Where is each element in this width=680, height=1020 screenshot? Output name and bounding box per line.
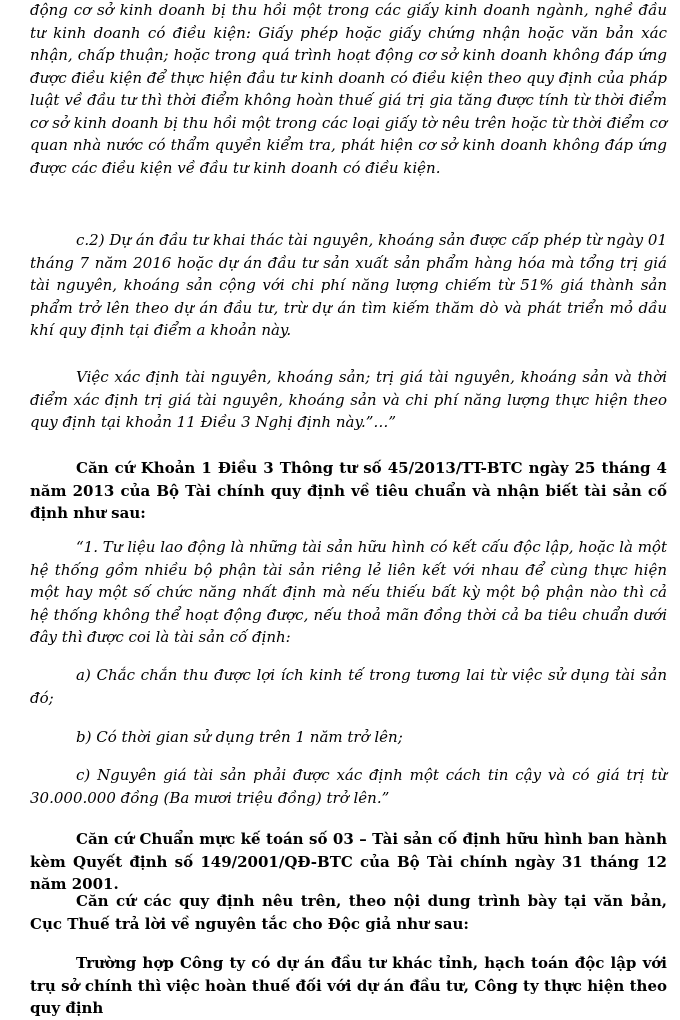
paragraph-criterion-a: a) Chắc chắn thu được lợi ích kinh tế trong tương lai từ việc sử dụng tài sản đó; <box>30 666 667 707</box>
paragraph-criterion-c: c) Nguyên giá tài sản phải được xác định một cách tin cậy và có giá trị từ 30.000.000 đồng (Ba mươi triệu đồng) trở lên.” <box>30 766 667 807</box>
paragraph-company-case: Trường hợp Công ty có dự án đầu tư khác tỉnh, hạch toán độc lập với trụ sở chính thì việc hoàn thuế đối với dự án đầu tư, Công ty thực hiện theo quy định <box>30 954 667 1017</box>
paragraph-fixed-asset-definition: “1. Tư liệu lao động là những tài sản hữu hình có kết cấu độc lập, hoặc là một hệ thống gồm nhiều bộ phận tài sản riêng lẻ liên kết với nhau để cùng thực hiện một hay một số chức năng nhất định mà nếu thiếu bất kỳ một bộ phận nào thì cả hệ thống không thể hoạt động được, nếu thoả mãn đồng thời cả ba tiêu chuẩn dưới đây thì được coi là tài sản cố định: <box>30 538 667 646</box>
paragraph-resource-valuation: Việc xác định tài nguyên, khoáng sản; trị giá tài nguyên, khoáng sản và thời điểm xác định trị giá tài nguyên, khoáng sản và chi phí năng lượng thực hiện theo quy định tại khoản 11 Điều 3 Nghị định này.”…” <box>30 368 667 431</box>
paragraph-investment-conditions: động cơ sở kinh doanh bị thu hồi một trong các giấy kinh doanh ngành, nghề đầu tư kinh doanh có điều kiện: Giấy phép hoặc giấy chứng nhận hoặc văn bản xác nhận, chấp thuận; hoặc trong quá trình hoạt động cơ sở kinh doanh không đáp ứng được điều kiện để thực hiện đầu tư kinh doanh có điều kiện theo quy định của pháp luật về đầu tư thì thời điểm không hoàn thuế giá trị gia tăng được tính từ thời điểm cơ sở kinh doanh bị thu hồi một trong các loại giấy tờ nêu trên hoặc từ thời điểm cơ quan nhà nước có thẩm quyền kiểm tra, phát hiện cơ sở kinh doanh không đáp ứng được các điều kiện về đầu tư kinh doanh có điều kiện. <box>30 1 667 177</box>
paragraph-circular-45-basis: Căn cứ Khoản 1 Điều 3 Thông tư số 45/2013/TT-BTC ngày 25 tháng 4 năm 2013 của Bộ Tài chính quy định về tiêu chuẩn và nhận biết tài sản cố định như sau: <box>30 459 667 522</box>
paragraph-c2-resource-projects: c.2) Dự án đầu tư khai thác tài nguyên, khoáng sản được cấp phép từ ngày 01 tháng 7 năm 2016 hoặc dự án đầu tư sản xuất sản phẩm hàng hóa mà tổng trị giá tài nguyên, khoáng sản cộng với chi phí năng lượng chiếm từ 51% giá thành sản phẩm trở lên theo dự án đầu tư, trừ dự án tìm kiếm thăm dò và phát triển mỏ dầu khí quy định tại điểm a khoản này. <box>30 231 667 339</box>
paragraph-tax-department-reply: Căn cứ các quy định nêu trên, theo nội dung trình bày tại văn bản, Cục Thuế trả lời về nguyên tắc cho Độc giả như sau: <box>30 892 667 933</box>
paragraph-criterion-b: b) Có thời gian sử dụng trên 1 năm trở lên; <box>76 728 403 746</box>
paragraph-accounting-standard-03: Căn cứ Chuẩn mực kế toán số 03 – Tài sản cố định hữu hình ban hành kèm Quyết định số 149/2001/QĐ-BTC của Bộ Tài chính ngày 31 tháng 12 năm 2001. <box>30 830 667 893</box>
